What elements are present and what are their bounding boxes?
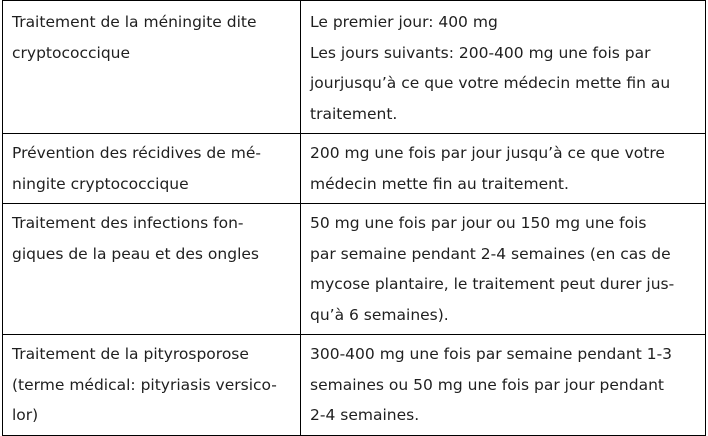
dosage-cell: 200 mg une fois par jour jusqu’à ce que votre médecin mette fin au traitement. (301, 134, 706, 204)
table-row (3, 1, 706, 134)
indication-cell: Traitement des infections fon- giques de la peau et des ongles (3, 204, 301, 335)
dosage-cell: Le premier jour: 400 mg Les jours suivants: 200-400 mg une fois par jourjusqu’à ce que votre médecin mette fin au traitement. (301, 1, 706, 134)
dosage-cell: 300-400 mg une fois par semaine pendant 1-3 semaines ou 50 mg une fois par jour pendant 2-4 semaines. (301, 335, 706, 436)
indication-cell: Traitement de la pityrosporose (terme médical: pityriasis versico- lor) (3, 335, 301, 436)
dosage-table (2, 0, 706, 436)
table-row (3, 204, 706, 335)
indication-cell: Traitement de la méningite dite cryptococcique (3, 1, 301, 134)
table-row (3, 134, 706, 204)
dosage-cell: 50 mg une fois par jour ou 150 mg une fois par semaine pendant 2-4 semaines (en cas de mycose plantaire, le traitement peut durer jus- qu’à 6 semaines). (301, 204, 706, 335)
table-row (3, 335, 706, 436)
indication-cell: Prévention des récidives de mé- ningite cryptococcique (3, 134, 301, 204)
